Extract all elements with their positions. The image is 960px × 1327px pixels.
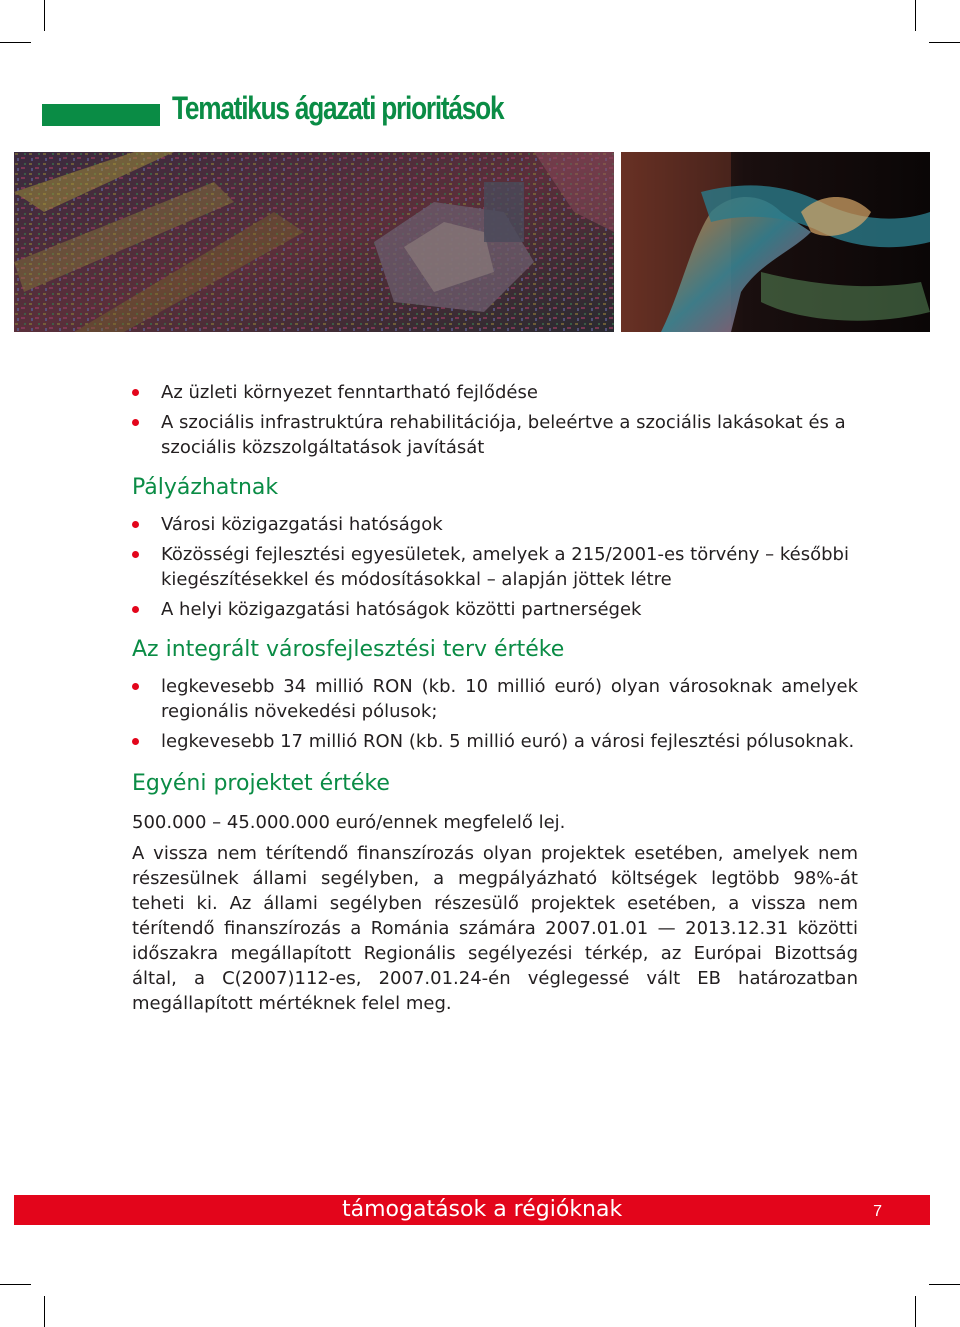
page-number: 7 [873,1203,882,1220]
page-title: Tematikus ágazati prioritások [172,90,504,126]
section-heading-applicants: Pályázhatnak [132,475,279,500]
list-item: A helyi közigazgatási hatóságok közötti partnerségek [132,597,858,622]
crop-mark [929,1284,960,1285]
list-item: Közösségi fejlesztési egyesületek, amelyek a 215/2001-es törvény – későbbi kiegészítésekkel és módosításokkal – alapján jöttek létre [132,542,858,592]
section-heading-plan-value: Az integrált városfejlesztési terv értéke [132,637,565,662]
crop-mark [0,42,31,43]
section-heading-project-value: Egyéni projektet értéke [132,771,390,796]
crop-mark [915,1296,916,1327]
priorities-list [132,380,858,460]
crop-mark [915,0,916,31]
crop-mark [929,42,960,43]
project-value-amount: 500.000 – 45.000.000 euró/ennek megfelelő lej. [132,812,566,833]
list-item: A szociális infrastruktúra rehabilitációja, beleértve a szociális lakásokat és a szociális közszolgáltatások javítását [132,410,858,460]
crop-mark [0,1284,31,1285]
list-item: Az üzleti környezet fenntartható fejlődése [132,380,858,405]
aerial-city-photo [14,152,614,332]
title-accent-bar [42,104,160,126]
crop-mark [44,1296,45,1327]
list-item: Városi közigazgatási hatóságok [132,512,858,537]
plan-value-list [132,674,858,754]
list-item: legkevesebb 34 millió RON (kb. 10 millió euró) olyan városoknak amelyek regionális növekedési pólusok; [132,674,858,724]
crop-mark [44,0,45,31]
footer-title: támogatások a régióknak [342,1197,623,1222]
hands-photo [621,152,930,332]
footer-bar [14,1195,930,1225]
project-value-paragraph: A vissza nem térítendő finanszírozás olyan projektek esetében, amelyek nem részesülnek állami segélyben, a megpályázható költségek legtöbb 98%-át teheti ki. Az állami segélyben részesülő projektek esetében, a vissza nem térítendő finanszírozás a Románia számára 2007.01.01 — 2013.12.31 közötti időszakra megállapított Regionális segélyezési térkép, az Európai Bizottság által, a C(2007)112-es, 2007.01.24-én véglegessé vált EB határozatban megállapított mértéknek felel meg. [132,843,858,1014]
list-item: legkevesebb 17 millió RON (kb. 5 millió euró) a városi fejlesztési pólusoknak. [132,729,858,754]
main-content [132,380,858,1016]
applicants-list [132,512,858,622]
